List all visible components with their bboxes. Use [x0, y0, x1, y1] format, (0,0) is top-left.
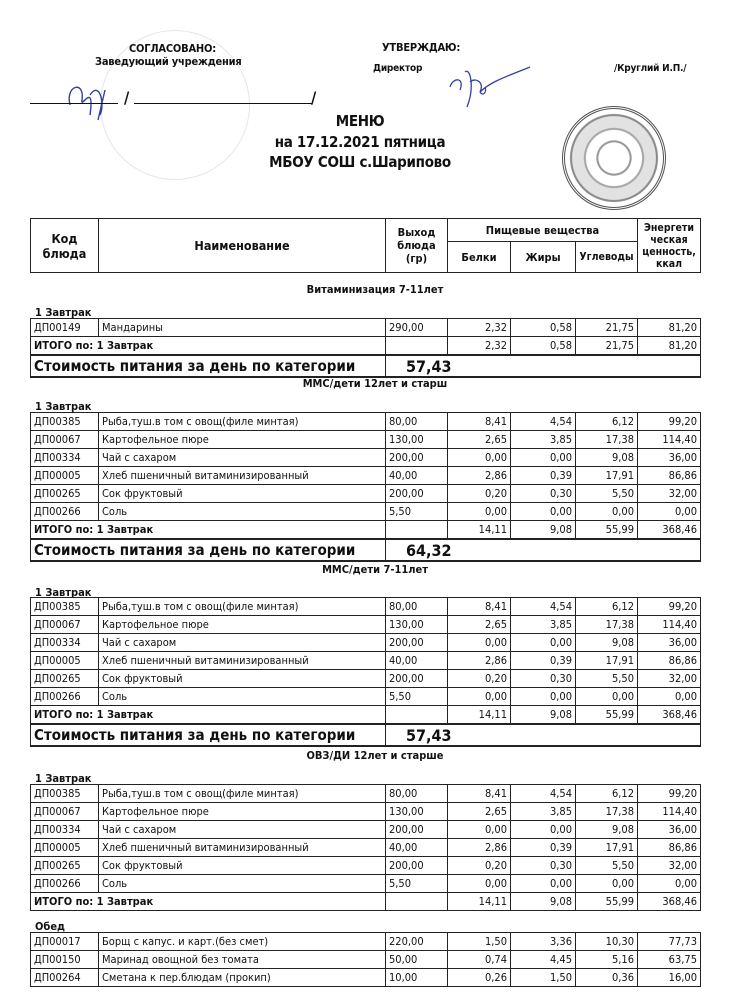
cost-row	[31, 539, 701, 561]
dish-proteins: 0,74	[448, 951, 511, 969]
meal-label: 1 Завтрак	[35, 400, 92, 413]
total-fats: 9,08	[511, 893, 576, 911]
dish-energy: 16,00	[638, 969, 701, 987]
dish-carbs: 5,50	[576, 485, 638, 503]
dish-output: 200,00	[386, 449, 448, 467]
dish-output: 130,00	[386, 803, 448, 821]
dish-energy: 99,20	[638, 785, 701, 803]
dish-proteins: 0,00	[448, 821, 511, 839]
section-title: ММС/дети 12лет и старш	[302, 377, 448, 390]
dish-carbs: 9,08	[576, 821, 638, 839]
total-carbs: 21,75	[576, 337, 638, 356]
col-carbs: Углеводы	[576, 242, 638, 273]
menu-table	[30, 932, 701, 987]
dish-fats: 4,54	[511, 598, 576, 616]
dish-name: Сметана к пер.блюдам (прокип)	[99, 969, 386, 987]
dish-name: Рыба,туш.в том с овощ(филе минтая)	[99, 413, 386, 431]
dish-name: Картофельное пюре	[99, 616, 386, 634]
dish-fats: 4,54	[511, 785, 576, 803]
dish-code: ДП00385	[31, 785, 99, 803]
school-name: МБОУ СОШ с.Шарипово	[269, 153, 451, 171]
table-row	[31, 431, 701, 449]
dish-carbs: 17,38	[576, 616, 638, 634]
dish-fats: 0,00	[511, 634, 576, 652]
menu-table	[30, 597, 701, 747]
dish-name: Рыба,туш.в том с овощ(филе минтая)	[99, 598, 386, 616]
dish-fats: 1,50	[511, 969, 576, 987]
dish-name: Мандарины	[99, 319, 386, 337]
dish-energy: 99,20	[638, 413, 701, 431]
cost-row	[31, 724, 701, 746]
total-proteins: 14,11	[448, 893, 511, 911]
dish-output: 200,00	[386, 821, 448, 839]
dish-carbs: 5,50	[576, 857, 638, 875]
dish-carbs: 6,12	[576, 785, 638, 803]
dish-code: ДП00265	[31, 485, 99, 503]
table-row	[31, 413, 701, 431]
table-row	[31, 688, 701, 706]
section-title: Витаминизация 7-11лет	[306, 283, 444, 296]
total-row	[31, 337, 701, 356]
dish-name: Картофельное пюре	[99, 803, 386, 821]
total-proteins: 14,11	[448, 521, 511, 540]
agreed-role: Заведующий учреждения	[95, 55, 242, 68]
dish-proteins: 0,00	[448, 688, 511, 706]
dish-code: ДП00266	[31, 875, 99, 893]
dish-energy: 36,00	[638, 634, 701, 652]
dish-code: ДП00385	[31, 413, 99, 431]
table-row	[31, 951, 701, 969]
dish-code: ДП00005	[31, 839, 99, 857]
dish-output: 200,00	[386, 485, 448, 503]
total-proteins: 2,32	[448, 337, 511, 356]
total-carbs: 55,99	[576, 893, 638, 911]
cost-label: Стоимость питания за день по категории	[31, 724, 386, 746]
dish-output: 200,00	[386, 670, 448, 688]
dish-proteins: 0,00	[448, 503, 511, 521]
meal-label: 1 Завтрак	[35, 586, 92, 599]
dish-carbs: 5,50	[576, 670, 638, 688]
cost-value: 64,32	[386, 539, 701, 561]
dish-energy: 0,00	[638, 875, 701, 893]
dish-energy: 86,86	[638, 467, 701, 485]
dish-fats: 0,00	[511, 503, 576, 521]
total-energy: 368,46	[638, 706, 701, 725]
dish-name: Маринад овощной без томата	[99, 951, 386, 969]
dish-code: ДП00266	[31, 503, 99, 521]
dish-name: Картофельное пюре	[99, 431, 386, 449]
dish-proteins: 2,86	[448, 839, 511, 857]
cost-value: 57,43	[386, 355, 701, 377]
page-title: МЕНЮ	[335, 112, 385, 130]
dish-code: ДП00149	[31, 319, 99, 337]
dish-proteins: 0,20	[448, 670, 511, 688]
dish-proteins: 2,65	[448, 616, 511, 634]
dish-output: 10,00	[386, 969, 448, 987]
dish-proteins: 0,26	[448, 969, 511, 987]
dish-proteins: 0,20	[448, 485, 511, 503]
dish-fats: 0,30	[511, 670, 576, 688]
meal-label: Обед	[35, 920, 66, 933]
table-row	[31, 857, 701, 875]
total-fats: 0,58	[511, 337, 576, 356]
dish-output: 5,50	[386, 875, 448, 893]
menu-table	[30, 412, 701, 562]
dish-carbs: 17,91	[576, 652, 638, 670]
dish-carbs: 9,08	[576, 634, 638, 652]
dish-name: Соль	[99, 503, 386, 521]
col-energy: Энергети ческая ценность, ккал	[638, 219, 701, 273]
cost-label: Стоимость питания за день по категории	[31, 355, 386, 377]
dish-fats: 3,85	[511, 616, 576, 634]
dish-fats: 3,85	[511, 431, 576, 449]
signature-line-left	[30, 103, 118, 104]
signature-name-line	[134, 103, 312, 104]
total-energy: 81,20	[638, 337, 701, 356]
total-fats: 9,08	[511, 706, 576, 725]
dish-output: 290,00	[386, 319, 448, 337]
cost-label: Стоимость питания за день по категории	[31, 539, 386, 561]
dish-fats: 0,00	[511, 875, 576, 893]
dish-code: ДП00150	[31, 951, 99, 969]
dish-energy: 114,40	[638, 616, 701, 634]
column-header-table	[30, 218, 701, 273]
dish-name: Чай с сахаром	[99, 449, 386, 467]
meal-label: 1 Завтрак	[35, 306, 92, 319]
dish-carbs: 0,36	[576, 969, 638, 987]
dish-output: 200,00	[386, 857, 448, 875]
dish-carbs: 17,91	[576, 467, 638, 485]
dish-name: Хлеб пшеничный витаминизированный	[99, 839, 386, 857]
dish-fats: 4,54	[511, 413, 576, 431]
dish-fats: 0,39	[511, 839, 576, 857]
col-proteins: Белки	[448, 242, 511, 273]
dish-name: Чай с сахаром	[99, 821, 386, 839]
dish-energy: 36,00	[638, 449, 701, 467]
approve-label: УТВЕРЖДАЮ:	[382, 41, 461, 54]
dish-output: 50,00	[386, 951, 448, 969]
agreed-label: СОГЛАСОВАНО:	[129, 42, 216, 55]
dish-fats: 0,30	[511, 857, 576, 875]
dish-code: ДП00385	[31, 598, 99, 616]
dish-energy: 81,20	[638, 319, 701, 337]
dish-proteins: 8,41	[448, 598, 511, 616]
dish-energy: 77,73	[638, 933, 701, 951]
table-row	[31, 485, 701, 503]
dish-energy: 86,86	[638, 652, 701, 670]
col-code: Код блюда	[31, 219, 99, 273]
total-label: ИТОГО по: 1 Завтрак	[31, 521, 386, 540]
table-row	[31, 652, 701, 670]
official-seal-icon	[562, 106, 666, 210]
dish-fats: 0,39	[511, 652, 576, 670]
dish-code: ДП00005	[31, 652, 99, 670]
dish-output: 80,00	[386, 598, 448, 616]
table-row	[31, 598, 701, 616]
section-title: ОВЗ/ДИ 12лет и старше	[306, 749, 444, 762]
total-row	[31, 521, 701, 540]
dish-carbs: 9,08	[576, 449, 638, 467]
table-row	[31, 969, 701, 987]
table-row	[31, 785, 701, 803]
dish-code: ДП00265	[31, 857, 99, 875]
dish-fats: 0,58	[511, 319, 576, 337]
total-energy: 368,46	[638, 893, 701, 911]
dish-energy: 0,00	[638, 688, 701, 706]
dish-code: ДП00017	[31, 933, 99, 951]
total-carbs: 55,99	[576, 706, 638, 725]
cost-row	[31, 355, 701, 377]
dish-energy: 86,86	[638, 839, 701, 857]
dish-output: 5,50	[386, 503, 448, 521]
total-row	[31, 893, 701, 911]
signature-director-icon	[445, 62, 535, 117]
dish-output: 5,50	[386, 688, 448, 706]
dish-proteins: 0,00	[448, 875, 511, 893]
dish-energy: 32,00	[638, 485, 701, 503]
dish-carbs: 6,12	[576, 413, 638, 431]
dish-fats: 0,30	[511, 485, 576, 503]
dish-fats: 3,85	[511, 803, 576, 821]
dish-carbs: 0,00	[576, 503, 638, 521]
col-output: Выход блюда (гр)	[386, 219, 448, 273]
col-nutrients: Пищевые вещества	[448, 219, 638, 242]
dish-code: ДП00334	[31, 449, 99, 467]
table-row	[31, 839, 701, 857]
dish-code: ДП00067	[31, 803, 99, 821]
dish-proteins: 8,41	[448, 785, 511, 803]
table-row	[31, 616, 701, 634]
dish-name: Хлеб пшеничный витаминизированный	[99, 652, 386, 670]
dish-name: Сок фруктовый	[99, 857, 386, 875]
dish-carbs: 0,00	[576, 875, 638, 893]
dish-energy: 36,00	[638, 821, 701, 839]
dish-fats: 0,39	[511, 467, 576, 485]
total-fats: 9,08	[511, 521, 576, 540]
dish-proteins: 0,20	[448, 857, 511, 875]
dish-code: ДП00264	[31, 969, 99, 987]
dish-name: Чай с сахаром	[99, 634, 386, 652]
total-proteins: 14,11	[448, 706, 511, 725]
menu-table	[30, 784, 701, 911]
dish-energy: 32,00	[638, 670, 701, 688]
dish-name: Борщ с капус. и карт.(без смет)	[99, 933, 386, 951]
total-carbs: 55,99	[576, 521, 638, 540]
dish-output: 40,00	[386, 652, 448, 670]
cost-value: 57,43	[386, 724, 701, 746]
dish-energy: 32,00	[638, 857, 701, 875]
dish-carbs: 17,38	[576, 431, 638, 449]
dish-energy: 0,00	[638, 503, 701, 521]
col-fats: Жиры	[511, 242, 576, 273]
director-name: /Круглий И.П./	[614, 63, 687, 74]
dish-carbs: 17,91	[576, 839, 638, 857]
table-row	[31, 875, 701, 893]
dish-name: Сок фруктовый	[99, 485, 386, 503]
dish-name: Хлеб пшеничный витаминизированный	[99, 467, 386, 485]
dish-output: 130,00	[386, 431, 448, 449]
dish-name: Сок фруктовый	[99, 670, 386, 688]
dish-name: Рыба,туш.в том с овощ(филе минтая)	[99, 785, 386, 803]
dish-code: ДП00067	[31, 431, 99, 449]
total-energy: 368,46	[638, 521, 701, 540]
dish-energy: 99,20	[638, 598, 701, 616]
total-label: ИТОГО по: 1 Завтрак	[31, 893, 386, 911]
dish-output: 40,00	[386, 467, 448, 485]
menu-table	[30, 318, 701, 378]
dish-proteins: 2,32	[448, 319, 511, 337]
dish-energy: 63,75	[638, 951, 701, 969]
table-row	[31, 449, 701, 467]
dish-code: ДП00067	[31, 616, 99, 634]
dish-energy: 114,40	[638, 431, 701, 449]
dish-code: ДП00334	[31, 634, 99, 652]
section-title: ММС/дети 7-11лет	[322, 563, 428, 576]
slash-right: /	[311, 88, 317, 107]
dish-proteins: 2,65	[448, 803, 511, 821]
dish-output: 220,00	[386, 933, 448, 951]
dish-code: ДП00005	[31, 467, 99, 485]
dish-proteins: 1,50	[448, 933, 511, 951]
total-row	[31, 706, 701, 725]
dish-name: Соль	[99, 875, 386, 893]
table-row	[31, 670, 701, 688]
dish-code: ДП00334	[31, 821, 99, 839]
total-label: ИТОГО по: 1 Завтрак	[31, 706, 386, 725]
dish-proteins: 2,65	[448, 431, 511, 449]
meal-label: 1 Завтрак	[35, 772, 92, 785]
dish-output: 80,00	[386, 785, 448, 803]
table-row	[31, 933, 701, 951]
dish-output: 40,00	[386, 839, 448, 857]
col-name: Наименование	[99, 219, 386, 273]
dish-carbs: 0,00	[576, 688, 638, 706]
table-row	[31, 634, 701, 652]
dish-proteins: 0,00	[448, 634, 511, 652]
dish-fats: 4,45	[511, 951, 576, 969]
total-label: ИТОГО по: 1 Завтрак	[31, 337, 386, 356]
dish-proteins: 2,86	[448, 652, 511, 670]
dish-code: ДП00265	[31, 670, 99, 688]
date-line: на 17.12.2021 пятница	[274, 133, 446, 151]
dish-carbs: 17,38	[576, 803, 638, 821]
table-row	[31, 467, 701, 485]
dish-carbs: 5,16	[576, 951, 638, 969]
dish-proteins: 8,41	[448, 413, 511, 431]
dish-proteins: 2,86	[448, 467, 511, 485]
table-row	[31, 319, 701, 337]
dish-fats: 0,00	[511, 688, 576, 706]
dish-carbs: 10,30	[576, 933, 638, 951]
dish-carbs: 21,75	[576, 319, 638, 337]
dish-fats: 0,00	[511, 821, 576, 839]
dish-name: Соль	[99, 688, 386, 706]
table-row	[31, 821, 701, 839]
dish-output: 200,00	[386, 634, 448, 652]
dish-code: ДП00266	[31, 688, 99, 706]
dish-output: 130,00	[386, 616, 448, 634]
dish-carbs: 6,12	[576, 598, 638, 616]
slash-left: /	[124, 88, 130, 107]
dish-energy: 114,40	[638, 803, 701, 821]
dish-fats: 3,36	[511, 933, 576, 951]
table-row	[31, 803, 701, 821]
approve-role: Директор	[373, 63, 423, 74]
dish-output: 80,00	[386, 413, 448, 431]
table-row	[31, 503, 701, 521]
dish-fats: 0,00	[511, 449, 576, 467]
dish-proteins: 0,00	[448, 449, 511, 467]
